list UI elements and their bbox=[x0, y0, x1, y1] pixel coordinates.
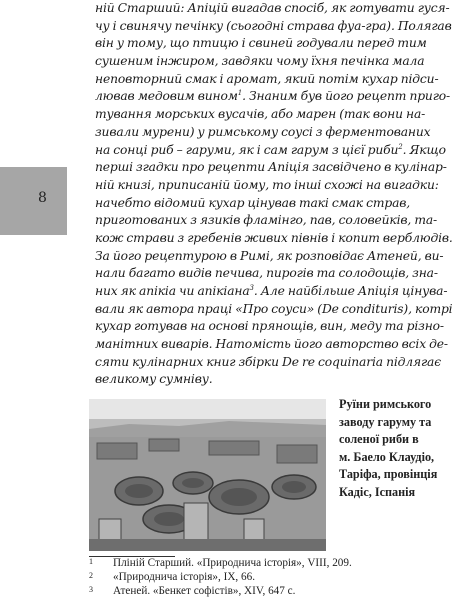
photo-caption bbox=[339, 396, 463, 501]
footnote-ref-3: 3 bbox=[249, 283, 254, 292]
footnote-item bbox=[89, 571, 459, 585]
text-line: За його рецептурою в Римі, як розповідає Атеней, ви- bbox=[95, 248, 444, 263]
text-fragment: . Якщо bbox=[402, 142, 446, 157]
text-fragment: на сонці риб – гаруми, як і сам гарум з цієї риби bbox=[95, 142, 399, 157]
text-line: кож страви з гребенів живих півнів і копит верблюдів. bbox=[95, 230, 453, 245]
caption-line: заводу гаруму та bbox=[339, 414, 432, 429]
body-text bbox=[95, 0, 458, 389]
text-line: великому сумніву. bbox=[95, 372, 213, 387]
text-fragment: лював медовим вином bbox=[95, 89, 238, 104]
text-line bbox=[95, 283, 458, 301]
text-line: сяти кулінарних книг збірки De re coquinaria підлягає bbox=[95, 354, 441, 369]
footnote-text: «Природнича історія», IX, 66. bbox=[113, 570, 256, 583]
page-number: 8 bbox=[38, 190, 47, 206]
text-line: чу і свинячу печінку (сьогодні страва фуа-гра). Полягав bbox=[95, 18, 452, 33]
footnote-text: Атеней. «Бенкет софістів», XIV, 647 с. bbox=[113, 584, 296, 597]
ruins-photo bbox=[89, 399, 326, 551]
footnote-number: 2 bbox=[89, 570, 93, 580]
footnotes bbox=[89, 557, 459, 598]
footnote-item bbox=[89, 585, 459, 599]
text-line: начебто відомий кухар цінував такі смак страв, bbox=[95, 195, 411, 210]
ruins-photo-icon bbox=[89, 399, 326, 551]
text-line bbox=[95, 142, 458, 160]
caption-line: Таріфа, провінція bbox=[339, 467, 438, 481]
text-line: приготованих з язиків фламінго, пав, соловейків, та- bbox=[95, 213, 438, 228]
footnote-item bbox=[89, 557, 459, 571]
footnote-ref-1: 1 bbox=[237, 89, 243, 98]
text-line: ній Старший: Апіцій вигадав спосіб, як готувати гуся- bbox=[95, 1, 450, 15]
text-line bbox=[95, 88, 458, 106]
text-line: сушеним інжиром, завдяки чому їхня печінка мала bbox=[95, 54, 425, 69]
footnote-ref-2: 2 bbox=[398, 142, 403, 151]
text-line: кухар готував на основі прянощів, вин, меду та різно- bbox=[95, 319, 444, 334]
text-line: зивали мурени) у римському соусі з ферментованих bbox=[95, 124, 431, 139]
text-line: неповторний смак і аромат, який потім кухар підси- bbox=[95, 71, 439, 86]
footnote-text: Пліній Старший. «Природнича історія», VIII, 209. bbox=[113, 557, 352, 569]
text-line: нали багато видів печива, пирогів та солодощів, зна- bbox=[95, 266, 438, 281]
text-line: вали як автора праці «Про соуси» (De condituris), котрі bbox=[95, 301, 453, 316]
caption-line: м. Баело Клаудіо, bbox=[339, 449, 435, 464]
text-line: перші згадки про рецепти Апіція засвідчено в кулінар- bbox=[95, 160, 447, 175]
caption-line: соленої риби в bbox=[339, 432, 419, 446]
caption-line: Руїни римського bbox=[339, 397, 432, 411]
text-line: він у тому, що птицю і свиней годували перед тим bbox=[95, 36, 427, 51]
text-line: ній книзі, приписаній йому, то інші схожі на вигадки: bbox=[95, 177, 439, 192]
text-line: тування морських вусачів, або марен (так вони на- bbox=[95, 107, 426, 122]
footnote-number: 1 bbox=[89, 557, 93, 566]
text-line: манітних виварів. Натомість його авторство всіх де- bbox=[95, 337, 448, 352]
text-fragment: них як апікіа чи апікіана bbox=[95, 284, 250, 298]
text-fragment: . Але найбільше Апіція цінува- bbox=[253, 284, 448, 298]
footnote-number: 3 bbox=[89, 584, 93, 594]
caption-line: Кадіс, Іспанія bbox=[339, 484, 416, 499]
text-fragment: . Знаним був його рецепт приго- bbox=[242, 89, 451, 104]
